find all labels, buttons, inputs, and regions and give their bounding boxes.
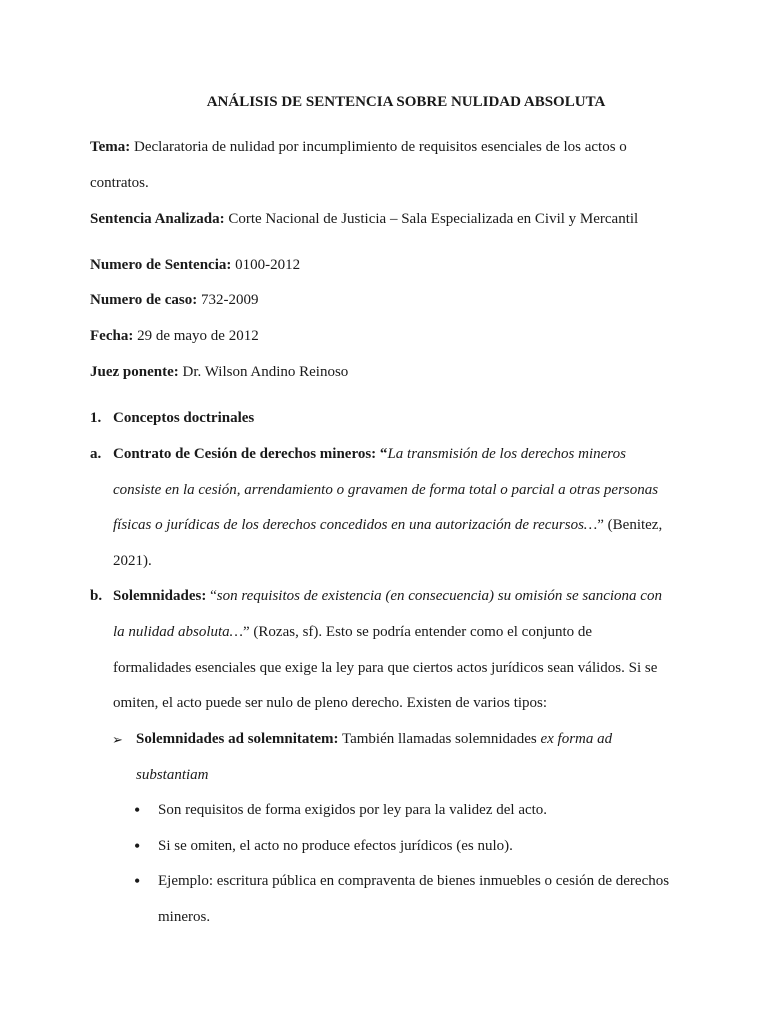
fecha-label: Fecha: [90,328,134,344]
numero-caso-label: Numero de caso: [90,292,198,308]
sub-item-text: También llamadas solemnidades [338,731,541,747]
item-b-line-4: omiten, el acto puede ser nulo de pleno derecho. Existen de varios tipos: [113,695,548,711]
bullet-3-line-2: mineros. [158,909,211,925]
item-b-tail: ” (Rozas, sf). Esto se podría entender como el conjunto de [243,624,593,640]
item-b-line-3: formalidades esenciales que exige la ley para que ciertos actos jurídicos sean válidos. Si se [113,660,658,676]
item-b-quote-2: la nulidad absoluta… [113,624,244,640]
tema-line-2: contratos. [90,175,149,191]
bullet-1: Son requisitos de forma exigidos por ley para la validez del acto. [158,802,548,818]
bullet-icon: • [134,836,141,856]
fecha-value: 29 de mayo de 2012 [133,328,259,344]
sub-item-line-1 [136,731,612,748]
numero-sentencia-value: 0100-2012 [231,257,301,273]
bullet-icon: • [134,800,141,820]
section-heading [113,410,254,427]
sentencia-line [90,211,638,228]
item-b-marker: b. [90,588,103,604]
sentencia-label: Sentencia Analizada: [90,211,225,227]
bullet-2: Si se omiten, el acto no produce efectos jurídicos (es nulo). [158,838,513,854]
sub-item-italic-1: ex forma ad [540,731,613,747]
tema-label: Tema: [90,139,131,155]
item-b-label: Solemnidades: [113,588,207,604]
item-a-line-4: 2021). [113,553,152,569]
bullet-3-line-1: Ejemplo: escritura pública en compraventa de bienes inmuebles o cesión de derechos [158,873,670,889]
item-a-quote-3: físicas o jurídicas de los derechos concedidos en una autorización de recursos… [113,517,598,533]
numero-sentencia-label: Numero de Sentencia: [90,257,232,273]
juez-value: Dr. Wilson Andino Reinoso [178,364,349,380]
item-a-quote-2: consiste en la cesión, arrendamiento o gravamen de forma total o parcial a otras personas [113,482,659,498]
item-a-label: Contrato de Cesión de derechos mineros: “ [113,446,388,462]
sub-item-italic-2: substantiam [136,767,209,783]
item-a-marker: a. [90,446,102,462]
item-a-line-3 [113,517,662,534]
item-a-citation: ” (Benitez, [597,517,663,533]
numero-sentencia-line [90,257,300,274]
juez-line [90,364,348,381]
item-b-quote-1: son requisitos de existencia (en consecuencia) su omisión se sanciona con [216,588,662,604]
juez-label: Juez ponente: [90,364,179,380]
item-a-line-2 [113,482,658,499]
document-title: ANÁLISIS DE SENTENCIA SOBRE NULIDAD ABSOLUTA [206,94,606,110]
bullet-icon: • [134,871,141,891]
sub-item-label: Solemnidades ad solemnitatem: [136,731,339,747]
item-b-open-quote: “ [206,588,217,604]
sentencia-value: Corte Nacional de Justicia – Sala Especializada en Civil y Mercantil [224,211,639,227]
item-b-line-1 [113,588,662,605]
numero-caso-line [90,292,258,309]
item-b-line-2 [113,624,592,641]
section-heading-text: Conceptos doctrinales [113,410,255,426]
fecha-line [90,328,259,345]
tema-text: Declaratoria de nulidad por incumplimiento de requisitos esenciales de los actos o [130,139,627,155]
item-a-quote-1: La transmisión de los derechos mineros [387,446,626,462]
sub-item-line-2 [136,767,209,784]
tema-line-1 [90,139,627,156]
numero-caso-value: 732-2009 [197,292,259,308]
item-a-line-1 [113,446,626,463]
section-number: 1. [90,410,102,426]
arrow-bullet-icon: ➢ [112,732,123,747]
